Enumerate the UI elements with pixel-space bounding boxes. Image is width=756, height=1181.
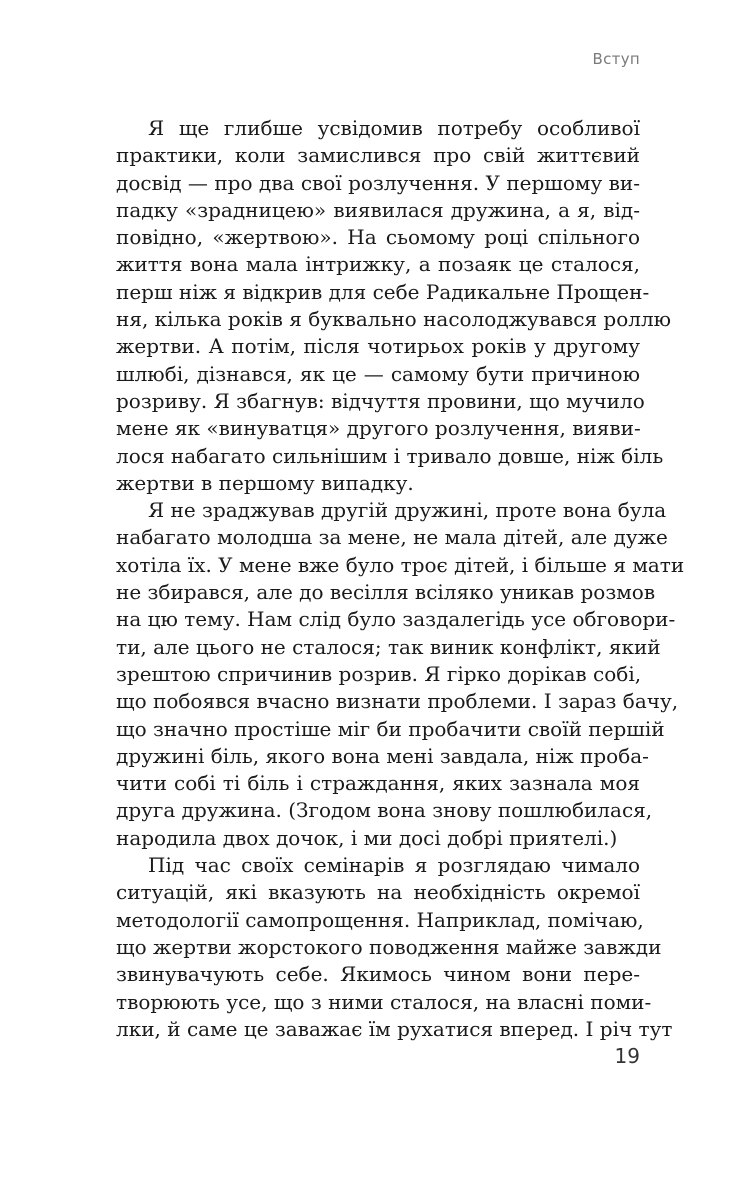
text-line: Я ще глибше усвідомив потребу особливої <box>148 116 640 140</box>
text-line: перш ніж я відкрив для себе Радикальне Прощен- <box>116 279 650 304</box>
text-line: що жертви жорстокого поводження майже завжди <box>116 934 662 959</box>
paragraph-3 <box>116 852 673 1043</box>
running-head: Вступ <box>592 50 640 68</box>
text-line: Під час своїх семінарів я розглядаю чимало <box>148 853 640 878</box>
text-line: мене як «винуватця» другого розлучення, вияви- <box>116 416 641 441</box>
text-line: дружині біль, якого вона мені завдала, ніж проба- <box>116 743 649 768</box>
text-line: що побоявся вчасно визнати проблеми. І зараз бачу, <box>116 689 679 714</box>
text-line: друга дружина. (Згодом вона знову пошлюбилася, <box>116 798 653 823</box>
text-line: ти, але цього не сталося; так виник конфлікт, який <box>116 634 661 659</box>
text-line: шлюбі, дізнався, як це — самому бути причиною <box>116 361 640 386</box>
text-line: на цю тему. Нам слід було заздалегідь усе обговори- <box>116 607 676 632</box>
text-line: лки, й саме це заважає їм рухатися вперед. І річ тут <box>116 1016 673 1041</box>
text-line: звинувачують себе. Якимось чином вони пере- <box>116 962 640 987</box>
text-line: життя вона мала інтрижку, а позаяк це сталося, <box>116 252 640 277</box>
text-line: що значно простіше міг би пробачити своїй першій <box>116 716 665 741</box>
text-line: падку «зрадницею» виявилася дружина, а я, від- <box>116 197 640 222</box>
page-number: 19 <box>614 1044 640 1068</box>
paragraph-1 <box>116 115 672 497</box>
text-line: народила двох дочок, і ми досі добрі приятелі.) <box>116 825 618 850</box>
text-line: набагато молодша за мене, не мала дітей, але дуже <box>116 525 668 550</box>
text-line: практики, коли замислився про свій життєвий <box>116 143 640 168</box>
text-line: зрештою спричинив розрив. Я гірко дорікав собі, <box>116 661 642 686</box>
text-line: не збирався, але до весілля всіляко уникав розмов <box>116 580 656 605</box>
text-line: творюють усе, що з ними сталося, на власні поми- <box>116 989 652 1014</box>
text-line: повідно, «жертвою». На сьомому році спільного <box>116 225 640 250</box>
text-line: розриву. Я збагнув: відчуття провини, що мучило <box>116 388 645 413</box>
text-line: досвід — про два свої розлучення. У першому ви- <box>116 170 640 195</box>
text-line: хотіла їх. У мене вже було троє дітей, і більше я мати <box>116 552 685 577</box>
text-line: Я не зраджував другій дружині, проте вона була <box>148 498 667 523</box>
body-text <box>116 115 685 1043</box>
text-line: лося набагато сильнішим і тривало довше, ніж біль <box>116 443 664 468</box>
text-line: ситуацій, які вказують на необхідність окремої <box>116 880 640 905</box>
paragraph-2 <box>116 497 685 852</box>
text-line: методології самопрощення. Наприклад, помічаю, <box>116 907 644 932</box>
text-line: ня, кілька років я буквально насолоджувався роллю <box>116 307 672 332</box>
text-line: жертви. А потім, після чотирьох років у другому <box>116 334 640 359</box>
text-line: чити собі ті біль і страждання, яких зазнала моя <box>116 771 640 796</box>
text-line: жертви в першому випадку. <box>116 470 414 495</box>
